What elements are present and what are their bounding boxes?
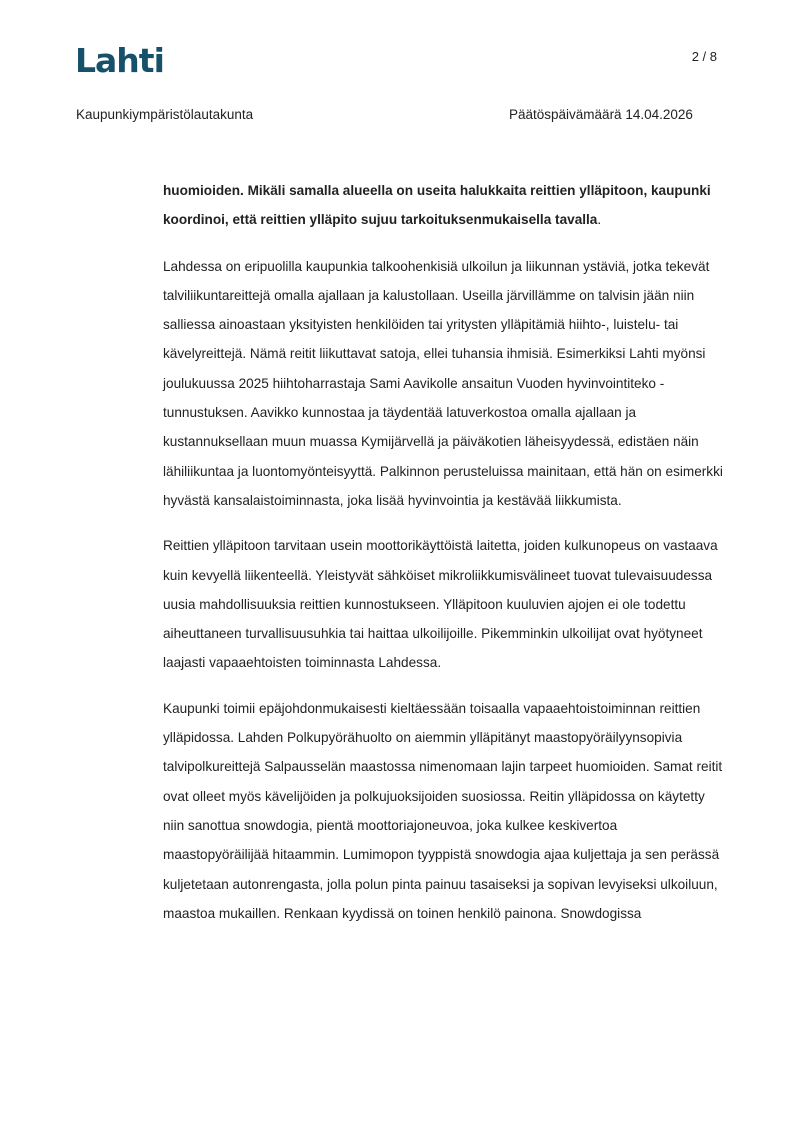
document-body	[163, 176, 723, 944]
decision-date: Päätöspäivämäärä 14.04.2026	[509, 107, 693, 122]
paragraph-inconsistency: Kaupunki toimii epäjohdonmukaisesti kieltäessään toisaalla vapaaehtoistoiminnan reittien ylläpidossa. Lahden Polkupyörähuolto on aiemmin ylläpitänyt maastopyöräilyynsopivia talvipolkureittejä Salpausselän maastossa nimenomaan lajin tarpeet huomioiden. Samat reitit ovat olleet myös kävelijöiden ja polkujuoksijoiden suosiossa. Reitin ylläpidossa on käytetty niin sanottua snowdogia, pientä moottoriajoneuvoa, joka kulkee keskivertoa maastopyöräilijää hitaammin. Lumimopon tyyppistä snowdogia ajaa kuljettaja ja sen perässä kuljetetaan autonrengasta, jolla polun pinta painuu tasaiseksi ja sopivan levyiseksi ulkoiluun, maastoa mukaillen. Renkaan kyydissä on toinen henkilö painona. Snowdogissa	[163, 700, 723, 921]
lahti-logo: Lahti	[75, 41, 164, 80]
organization-name: Kaupunkiympäristölautakunta	[76, 107, 254, 122]
intro-paragraph	[163, 176, 723, 235]
page-number: 2 / 8	[691, 49, 717, 64]
paragraph-volunteers: Lahdessa on eripuolilla kaupunkia talkoohenkisiä ulkoilun ja liikunnan ystäviä, jotka tekevät talviliikuntareittejä omalla ajallaan ja kalustollaan. Useilla järvillämme on talvisin jään niin salliessa ainoastaan yksityisten henkilöiden tai yritysten ylläpitämiä hiihto-, luistelu- tai kävelyreittejä. Nämä reitit liikuttavat satoja, ellei tuhansia ihmisiä. Esimerkiksi Lahti myönsi joulukuussa 2025 hiihtoharrastaja Sami Aavikolle ansaitun Vuoden hyvinvointiteko -tunnustuksen. Aavikko kunnostaa ja täydentää latuverkostoa omalla ajallaan ja kustannuksellaan muun muassa Kymijärvellä ja päiväkotien läheisyydessä, edistäen näin lähiliikuntaa ja luontomyönteisyyttä. Palkinnon perusteluissa mainitaan, että hän on esimerkki hyvästä kansalaistoiminnasta, joka lisää hyvinvointia ja kestävää liikkumista.	[163, 258, 723, 508]
paragraph-maintenance: Reittien ylläpitoon tarvitaan usein moottorikäyttöistä laitetta, joiden kulkunopeus on vastaava kuin kevyellä liikenteellä. Yleistyvät sähköiset mikroliikkumisvälineet tuovat tulevaisuudessa uusia mahdollisuuksia reittien kunnostukseen. Ylläpitoon kuuluvien ajojen ei ole todettu aiheuttaneen turvallisuusuhkia tai haittaa ulkoilijoille. Pikemminkin ulkoilijat ovat hyötyneet laajasti vapaaehtoisten toiminnasta Lahdessa.	[163, 538, 718, 671]
intro-bold-text: huomioiden. Mikäli samalla alueella on useita halukkaita reittien ylläpitoon, kaupunki koordinoi, että reittien ylläpito sujuu tarkoituksenmukaisella tavalla	[163, 183, 711, 228]
intro-trailing: .	[597, 212, 602, 228]
